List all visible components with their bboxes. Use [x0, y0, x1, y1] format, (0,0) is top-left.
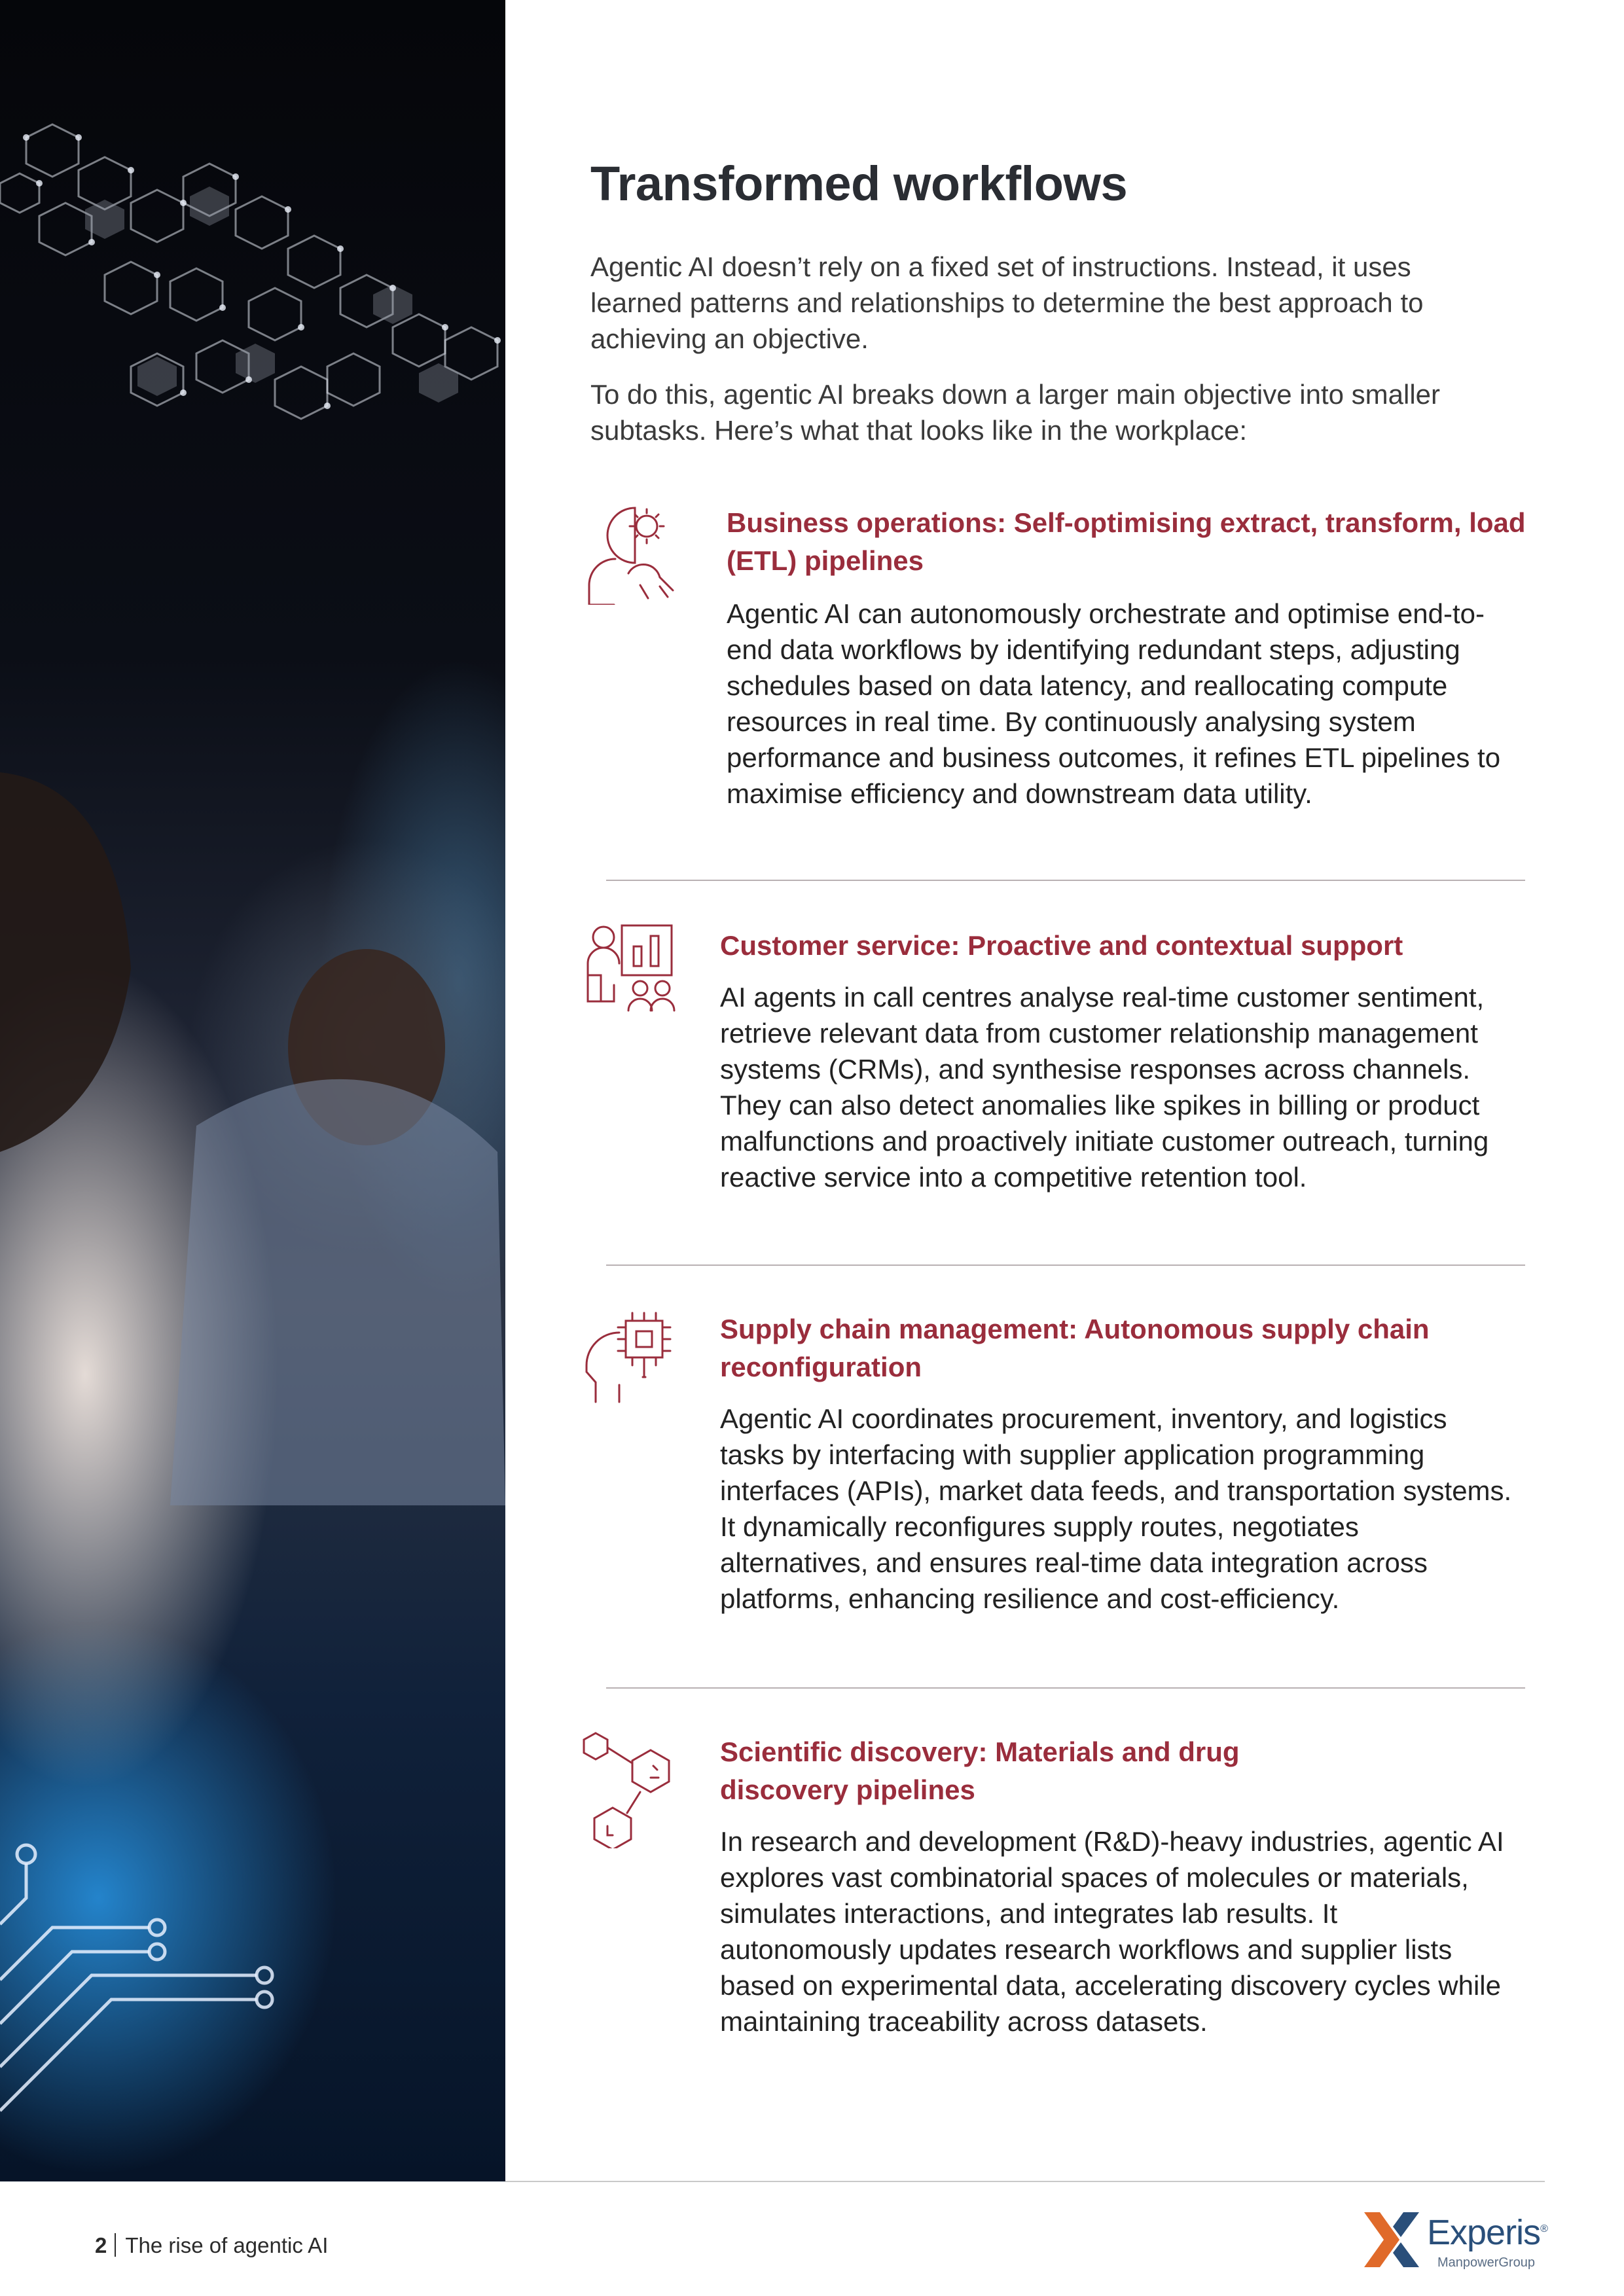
- section-heading: Scientific discovery: Materials and drug discovery pipelines: [720, 1736, 1240, 1805]
- section-body: Agentic AI can autonomously orchestrate and optimise end-to-end data workflows by identifying redundant steps, adjusting schedules based on data latency, and reallocating compute resources in real time. By continuously analysing system performance and business outcomes, it refines ETL pipelines to maximise efficiency and downstream data utility.: [727, 598, 1501, 809]
- section-heading: Business operations: Self-optimising extract, transform, load (ETL) pipelines: [727, 507, 1526, 576]
- document-title: The rise of agentic AI: [125, 2233, 329, 2257]
- footer-divider: [505, 2181, 1545, 2182]
- cover-photo: [0, 0, 505, 2181]
- page-footer: [95, 2233, 328, 2258]
- section-body: In research and development (R&D)-heavy industries, agentic AI explores vast combinatorial spaces of molecules or materials, simulates interactions, and integrates lab results. It autonomously updates research workflows and supplier lists based on experimental data, accelerating discovery cycles while maintaining traceability across datasets.: [720, 1826, 1504, 2037]
- section-heading: Supply chain management: Autonomous supply chain reconfiguration: [720, 1314, 1430, 1382]
- logo-subtitle: ManpowerGroup: [1437, 2255, 1535, 2270]
- section-heading: Customer service: Proactive and contextual support: [720, 930, 1403, 961]
- experis-logo: [1360, 2207, 1557, 2279]
- presenter-audience-icon: [583, 923, 681, 1014]
- section-body: Agentic AI coordinates procurement, inventory, and logistics tasks by interfacing with supplier application programming interfaces (APIs), market data feeds, and transportation systems. It dynamically reconfigures supply routes, negotiates alternatives, and ensures real-time data integration across platforms, enhancing resilience and cost-efficiency.: [720, 1403, 1512, 1614]
- head-chip-icon: [580, 1306, 678, 1405]
- footer-separator: [115, 2233, 116, 2257]
- divider: [606, 1265, 1525, 1266]
- section-body: AI agents in call centres analyse real-time customer sentiment, retrieve relevant data from customer relationship management systems (CRMs), and synthesise responses across channels. They can also detect anomalies like spikes in billing or product malfunctions and proactively initiate customer outreach, turning reactive service into a competitive retention tool.: [720, 982, 1489, 1193]
- person-gears-icon: [583, 500, 681, 605]
- intro-paragraph-2: To do this, agentic AI breaks down a larger main objective into smaller subtasks. Here’s what that looks like in the workplace:: [590, 379, 1441, 446]
- hexagon-network-graphic: [0, 0, 505, 2181]
- intro-paragraph-1: Agentic AI doesn’t rely on a fixed set of instructions. Instead, it uses learned patterns and relationships to determine the best approach to achieving an objective.: [590, 251, 1424, 354]
- divider: [606, 880, 1525, 881]
- experis-x-mark-icon: [1360, 2207, 1423, 2272]
- molecule-icon: [580, 1731, 678, 1848]
- page-title: Transformed workflows: [590, 156, 1128, 211]
- divider: [606, 1687, 1525, 1689]
- logo-name: Experis®: [1427, 2213, 1547, 2252]
- page-number: 2: [95, 2233, 107, 2257]
